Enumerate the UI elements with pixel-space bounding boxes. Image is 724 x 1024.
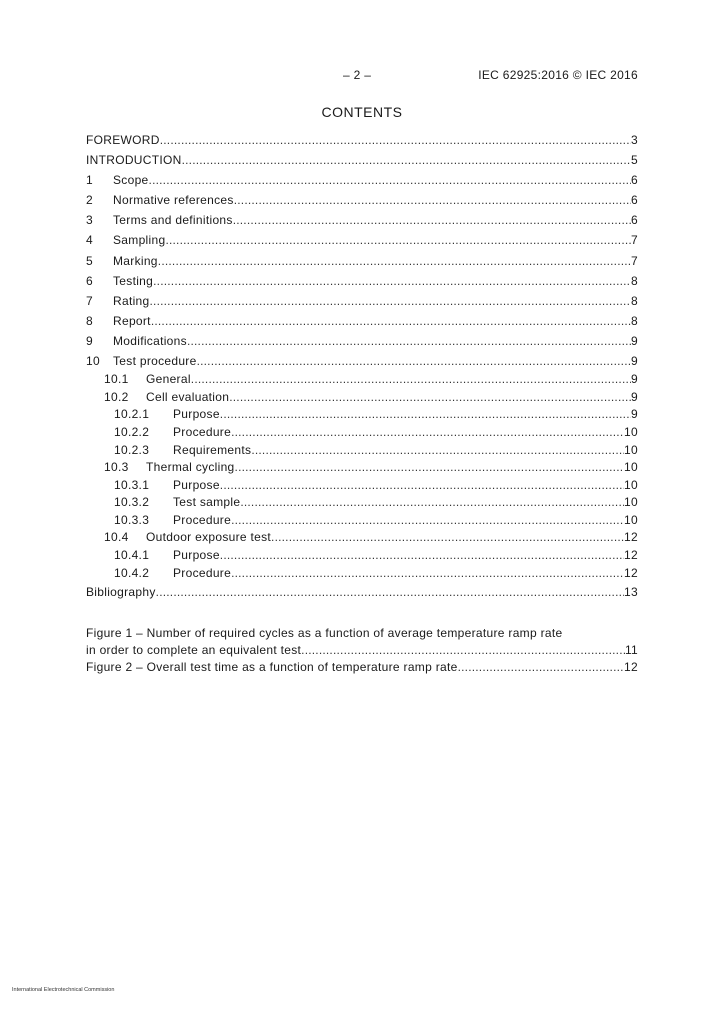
toc-entry-normative-references[interactable]: 2 Normative references ..... 6 xyxy=(86,190,638,210)
toc-entry-report[interactable]: 8 Report ..... 8 xyxy=(86,311,638,331)
toc-entry-test-sample[interactable]: 10.3.2 Test sample ..... 10 xyxy=(86,494,638,512)
toc-entry-cell-procedure[interactable]: 10.2.2 Procedure ..... 10 xyxy=(86,424,638,442)
toc-entry-outdoor-exposure[interactable]: 10.4 Outdoor exposure test ..... 12 xyxy=(86,529,638,547)
toc-entry-cell-purpose[interactable]: 10.2.1 Purpose ..... 9 xyxy=(86,406,638,424)
toc-entry-cell-requirements[interactable]: 10.2.3 Requirements ..... 10 xyxy=(86,442,638,460)
toc-entry-outdoor-procedure[interactable]: 10.4.2 Procedure ..... 12 xyxy=(86,565,638,583)
standard-reference: IEC 62925:2016 © IEC 2016 xyxy=(478,68,638,82)
publisher-footer: International Electrotechnical Commission xyxy=(12,987,115,993)
toc-entry-general[interactable]: 10.1 General ..... 9 xyxy=(86,371,638,389)
toc-entry-outdoor-purpose[interactable]: 10.4.1 Purpose ..... 12 xyxy=(86,547,638,565)
toc-entry-modifications[interactable]: 9 Modifications ..... 9 xyxy=(86,331,638,351)
toc-entry-sampling[interactable]: 4 Sampling ..... 7 xyxy=(86,230,638,250)
toc-entry-thermal-purpose[interactable]: 10.3.1 Purpose ..... 10 xyxy=(86,477,638,495)
toc-entry-foreword[interactable]: FOREWORD ..... 3 xyxy=(86,130,638,150)
toc-entry-introduction[interactable]: INTRODUCTION ..... 5 xyxy=(86,150,638,170)
toc-entry-scope[interactable]: 1 Scope ..... 6 xyxy=(86,170,638,190)
toc-entry-marking[interactable]: 5 Marking ..... 7 xyxy=(86,251,638,271)
toc-entry-thermal-cycling[interactable]: 10.3 Thermal cycling ..... 10 xyxy=(86,459,638,477)
toc-entry-cell-evaluation[interactable]: 10.2 Cell evaluation ..... 9 xyxy=(86,389,638,407)
toc-entry-terms-definitions[interactable]: 3 Terms and definitions ..... 6 xyxy=(86,210,638,230)
figure-1-entry[interactable]: in order to complete an equivalent test ..... 11 xyxy=(86,642,638,659)
toc-entry-testing[interactable]: 6 Testing ..... 8 xyxy=(86,271,638,291)
figure-2-entry[interactable]: Figure 2 – Overall test time as a function of temperature ramp rate ..... 12 xyxy=(86,659,638,676)
page-number: – 2 – xyxy=(343,68,372,82)
contents-title: CONTENTS xyxy=(321,104,403,120)
toc-entry-bibliography[interactable]: Bibliography ..... 13 xyxy=(86,582,638,602)
table-of-contents xyxy=(86,130,638,602)
toc-entry-test-procedure[interactable]: 10 Test procedure ..... 9 xyxy=(86,351,638,371)
toc-entry-thermal-procedure[interactable]: 10.3.3 Procedure ..... 10 xyxy=(86,512,638,530)
list-of-figures xyxy=(86,625,638,676)
toc-entry-rating[interactable]: 7 Rating ..... 8 xyxy=(86,291,638,311)
figure-1-caption[interactable]: Figure 1 – Number of required cycles as a function of average temperature ramp rate xyxy=(86,626,563,640)
